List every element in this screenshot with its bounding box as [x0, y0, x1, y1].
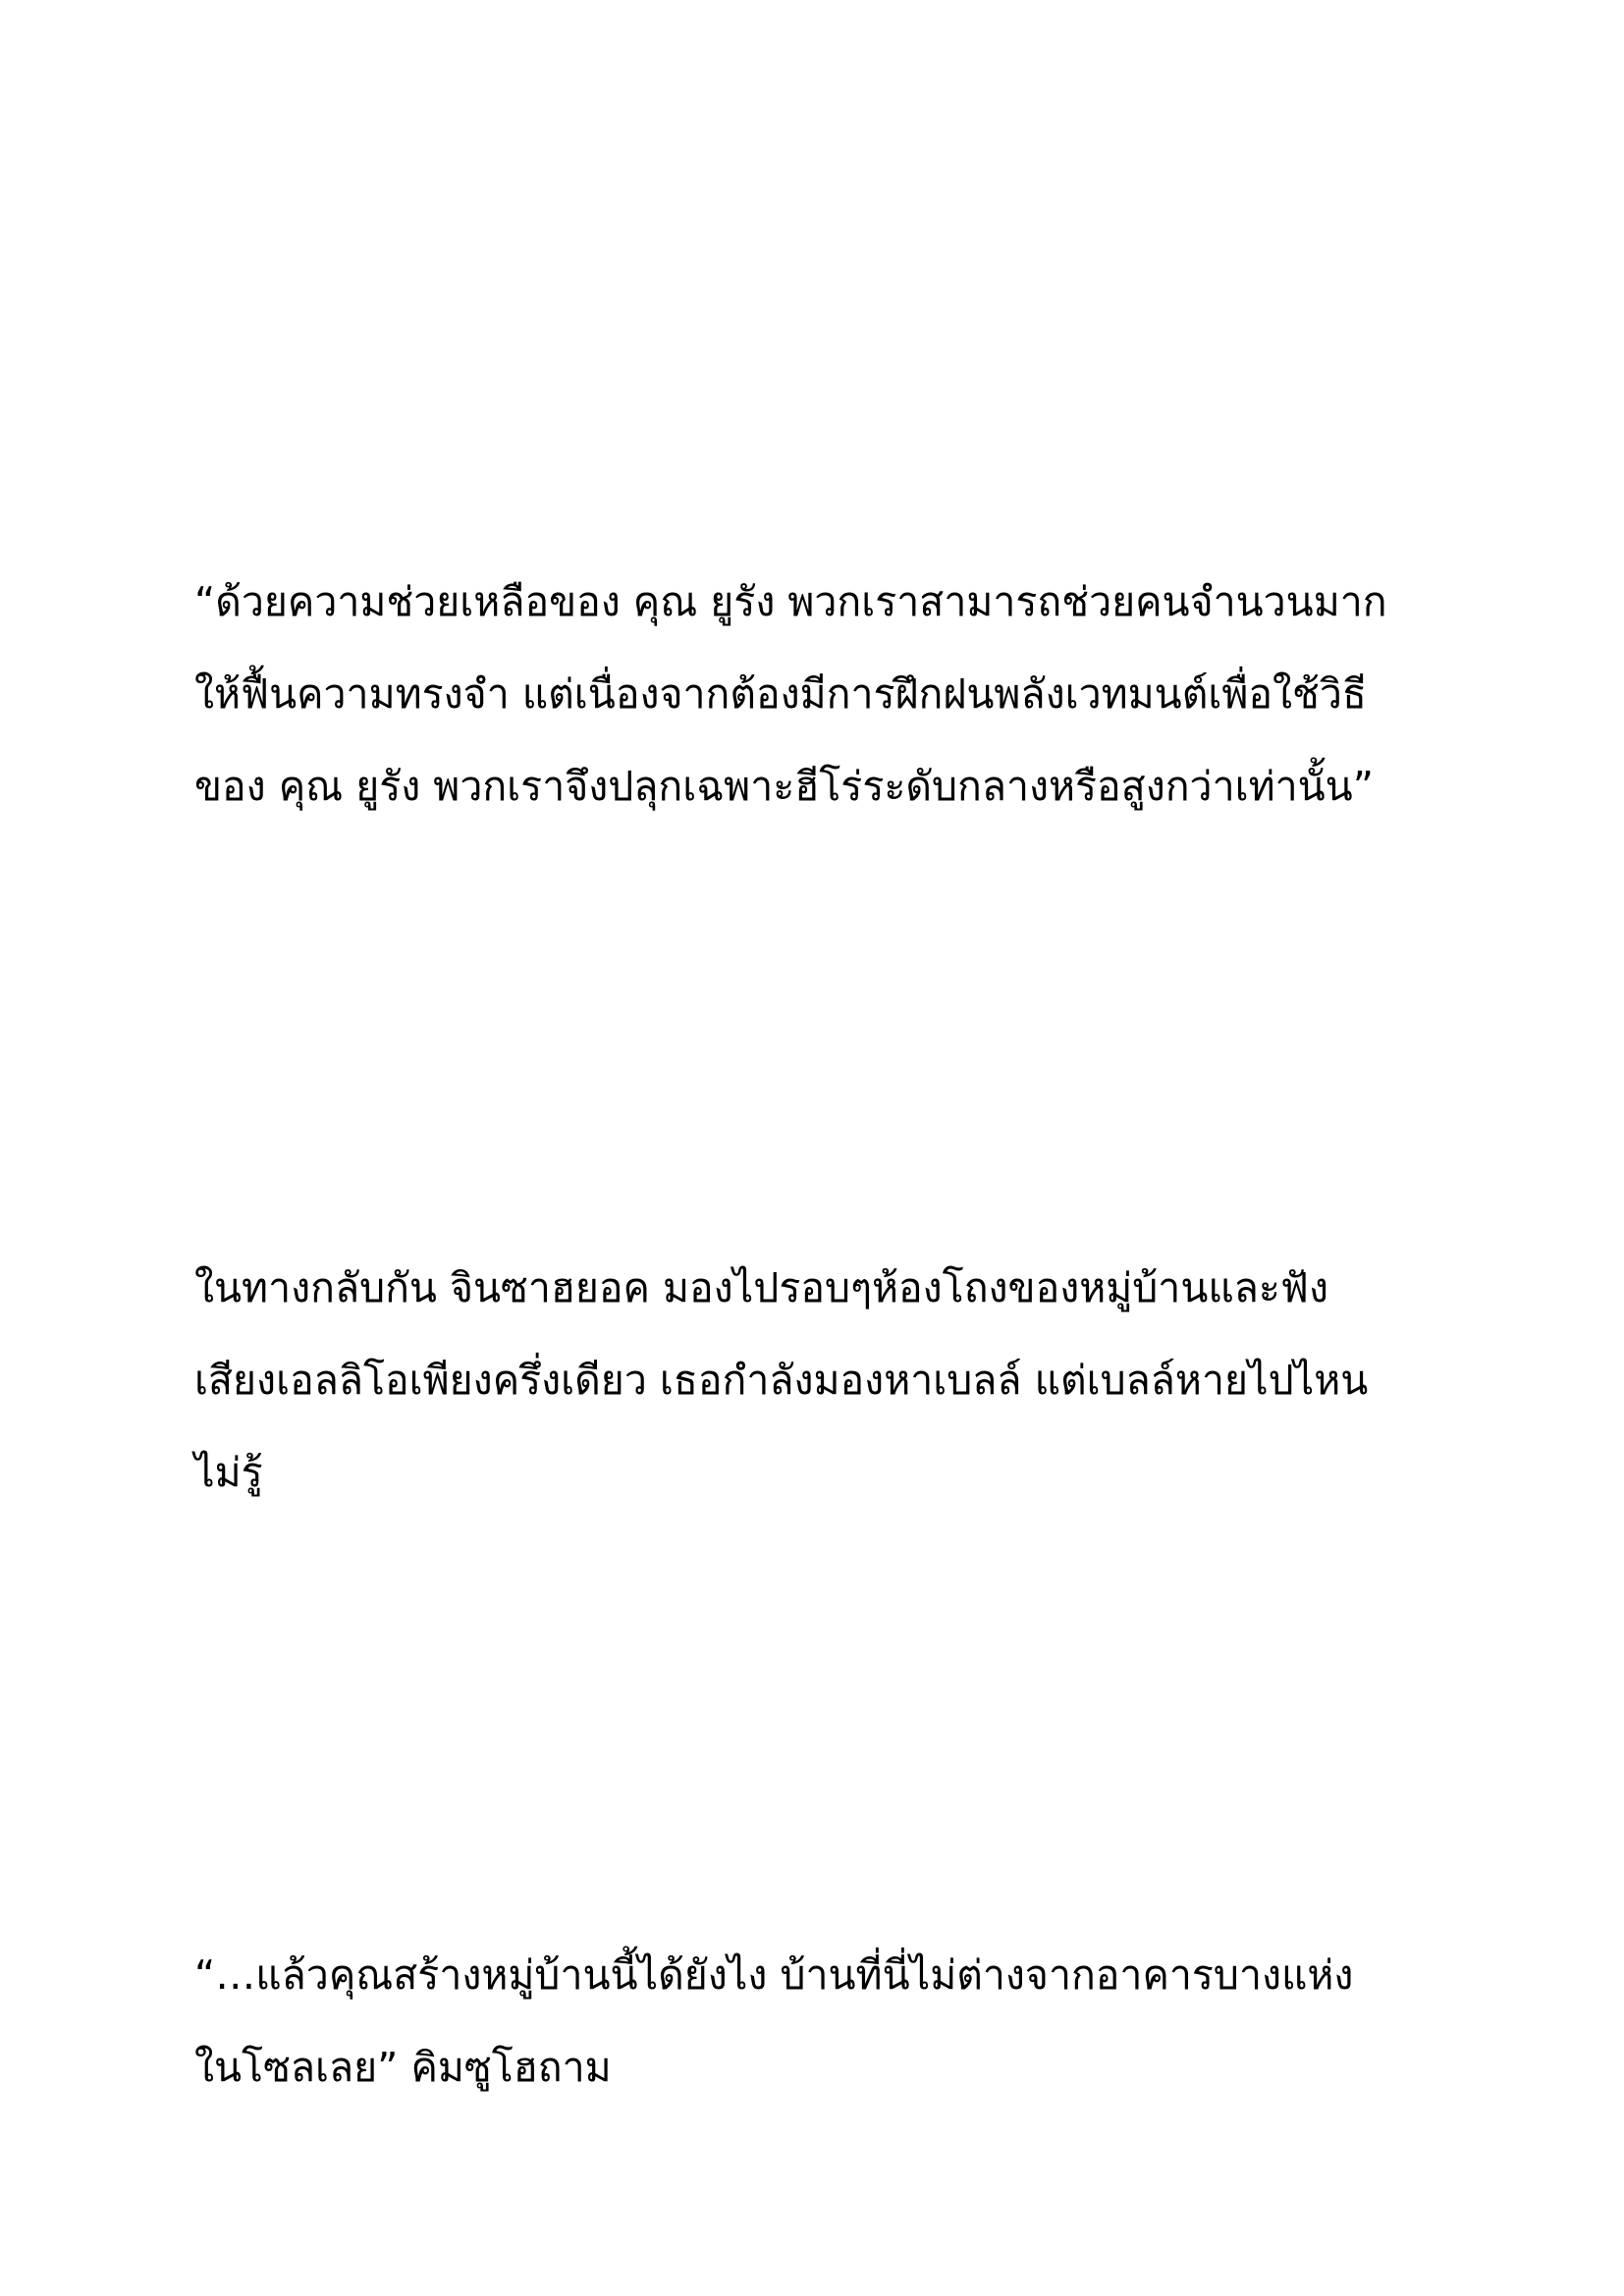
paragraph-line: เสียงเอลลิโอเพียงครึ่งเดียว เธอกำลังมองหาเบลล์ แต่เบลล์หายไปไหน	[194, 1357, 1369, 1404]
paragraph-dialogue-2	[194, 1929, 1451, 2113]
paragraph-line: ไม่รู้	[194, 1449, 263, 1496]
paragraph-line: ในทางกลับกัน จินซาฮยอค มองไปรอบๆห้องโถงของหมู่บ้านและฟัง	[194, 1264, 1328, 1311]
paragraph-line: ให้ฟื้นความทรงจำ แต่เนื่องจากต้องมีการฝึกฝนพลังเวทมนต์เพื่อใช้วิธี	[194, 670, 1367, 718]
paragraph-line: “…แล้วคุณสร้างหมู่บ้านนี้ได้ยังไง บ้านที่นี่ไม่ต่างจากอาคารบางแห่ง	[194, 1951, 1354, 1999]
paragraph-line: ของ คุณ ยูรัง พวกเราจึงปลุกเฉพาะฮีโร่ระดับกลางหรือสูงกว่าเท่านั้น”	[194, 763, 1374, 810]
paragraph-narration	[194, 1242, 1451, 1519]
paragraph-line: ในโซลเลย” คิมซูโฮถาม	[194, 2044, 612, 2091]
paragraph-dialogue-1	[194, 556, 1451, 832]
paragraph-line: “ด้วยความช่วยเหลือของ คุณ ยูรัง พวกเราสามารถช่วยคนจำนวนมาก	[194, 578, 1387, 625]
